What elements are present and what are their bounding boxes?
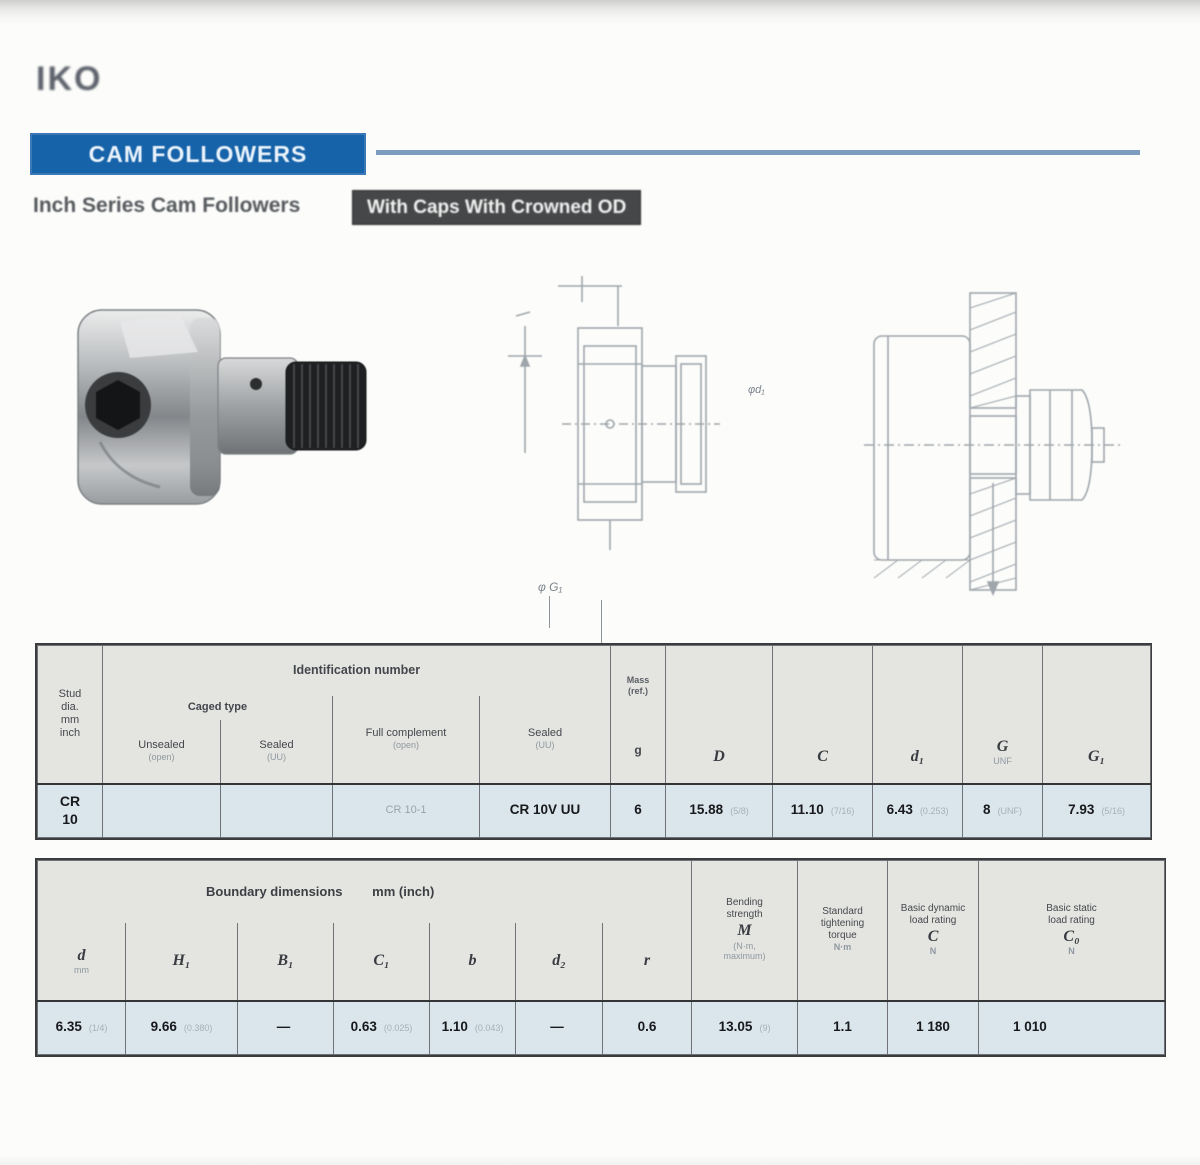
- header-dim-G1: G₁: [1043, 646, 1151, 784]
- cell-r: 0.6: [603, 1001, 692, 1055]
- section-title-bar: [30, 133, 366, 175]
- cam-follower-photo: [60, 292, 380, 522]
- header-sym-B1: B₁: [238, 923, 334, 1001]
- cell-C1: 0.63 (0.025): [334, 1001, 430, 1055]
- brand-logo: IKO: [36, 60, 103, 98]
- header-caged-unsealed: Unsealed (open): [103, 720, 221, 784]
- cell-b: 1.10 (0.043): [430, 1001, 516, 1055]
- header-fc-sealed: Sealed (UU): [480, 696, 611, 784]
- identification-table: [35, 643, 1152, 840]
- page-subtitle: Inch Series Cam Followers: [33, 194, 301, 217]
- cell-C: 11.10 (7/16): [773, 784, 873, 838]
- header-mass: Mass (ref.) g: [611, 646, 666, 784]
- cell-d: 6.35 (1/4): [38, 1001, 126, 1055]
- cell-mass: 6: [611, 784, 666, 838]
- dim-annotation: φ G₁: [538, 580, 563, 594]
- section-drawing: [470, 268, 780, 568]
- cell-fc-sealed: CR 10V UU: [480, 784, 611, 838]
- cell-caged-sealed: [221, 784, 333, 838]
- dim-tick-right: [601, 600, 602, 643]
- dim-tick-left: [549, 596, 550, 628]
- title-rule: [376, 150, 1140, 155]
- section-title: CAM FOLLOWERS: [88, 140, 308, 167]
- header-sym-d2: d₂: [516, 923, 603, 1001]
- cell-dynamic: 1 180: [888, 1001, 979, 1055]
- header-caged-sealed: Sealed (UU): [221, 720, 333, 784]
- header-sym-H1: H₁: [126, 923, 238, 1001]
- header-bending-strength: Bending strength M (N·m, maximum): [692, 861, 798, 1001]
- header-sym-b: b: [430, 923, 516, 1001]
- header-tightening-torque: Standard tightening torque N·m: [798, 861, 888, 1001]
- dimensions-table: [35, 858, 1166, 1057]
- cell-caged-unsealed: [103, 784, 221, 838]
- header-stud-dia: Stud dia. mm inch: [38, 646, 103, 784]
- header-dim-D: D: [666, 646, 773, 784]
- cell-B1: —: [238, 1001, 334, 1055]
- feature-badge: With Caps With Crowned OD: [352, 190, 641, 225]
- page-top-band: [0, 0, 1200, 26]
- header-dim-d1: d₁: [873, 646, 963, 784]
- cell-G: 8 (UNF): [963, 784, 1043, 838]
- cell-G1: 7.93 (5/16): [1043, 784, 1151, 838]
- header-identification-number: Identification number: [103, 646, 611, 696]
- cell-D: 15.88 (5/8): [666, 784, 773, 838]
- cell-bending: 13.05 (9): [692, 1001, 798, 1055]
- cell-d2: —: [516, 1001, 603, 1055]
- mounting-drawing: [858, 278, 1138, 608]
- cell-d1: 6.43 (0.253): [873, 784, 963, 838]
- cell-size: CR 10: [38, 784, 103, 838]
- header-fc-unsealed: Full complement (open): [333, 696, 480, 784]
- cell-static: 1 010: [979, 1001, 1165, 1055]
- header-sym-d: d mm: [38, 923, 126, 1001]
- page-bottom-band: [0, 1155, 1200, 1165]
- cell-torque: 1.1: [798, 1001, 888, 1055]
- header-sym-C1: C₁: [334, 923, 430, 1001]
- header-sym-r: r: [603, 923, 692, 1001]
- header-boundary-dimensions: Boundary dimensions mm (inch): [38, 861, 692, 923]
- header-dynamic-rating: Basic dynamic load rating C N: [888, 861, 979, 1001]
- header-caged-type: Caged type: [103, 696, 333, 720]
- shaft-annotation: φd₁: [748, 384, 765, 396]
- header-dim-C: C: [773, 646, 873, 784]
- cell-fc-unsealed: CR 10-1: [333, 784, 480, 838]
- header-dim-G: G UNF: [963, 646, 1043, 784]
- cell-H1: 9.66 (0.380): [126, 1001, 238, 1055]
- header-static-rating: Basic static load rating C₀ N: [979, 861, 1165, 1001]
